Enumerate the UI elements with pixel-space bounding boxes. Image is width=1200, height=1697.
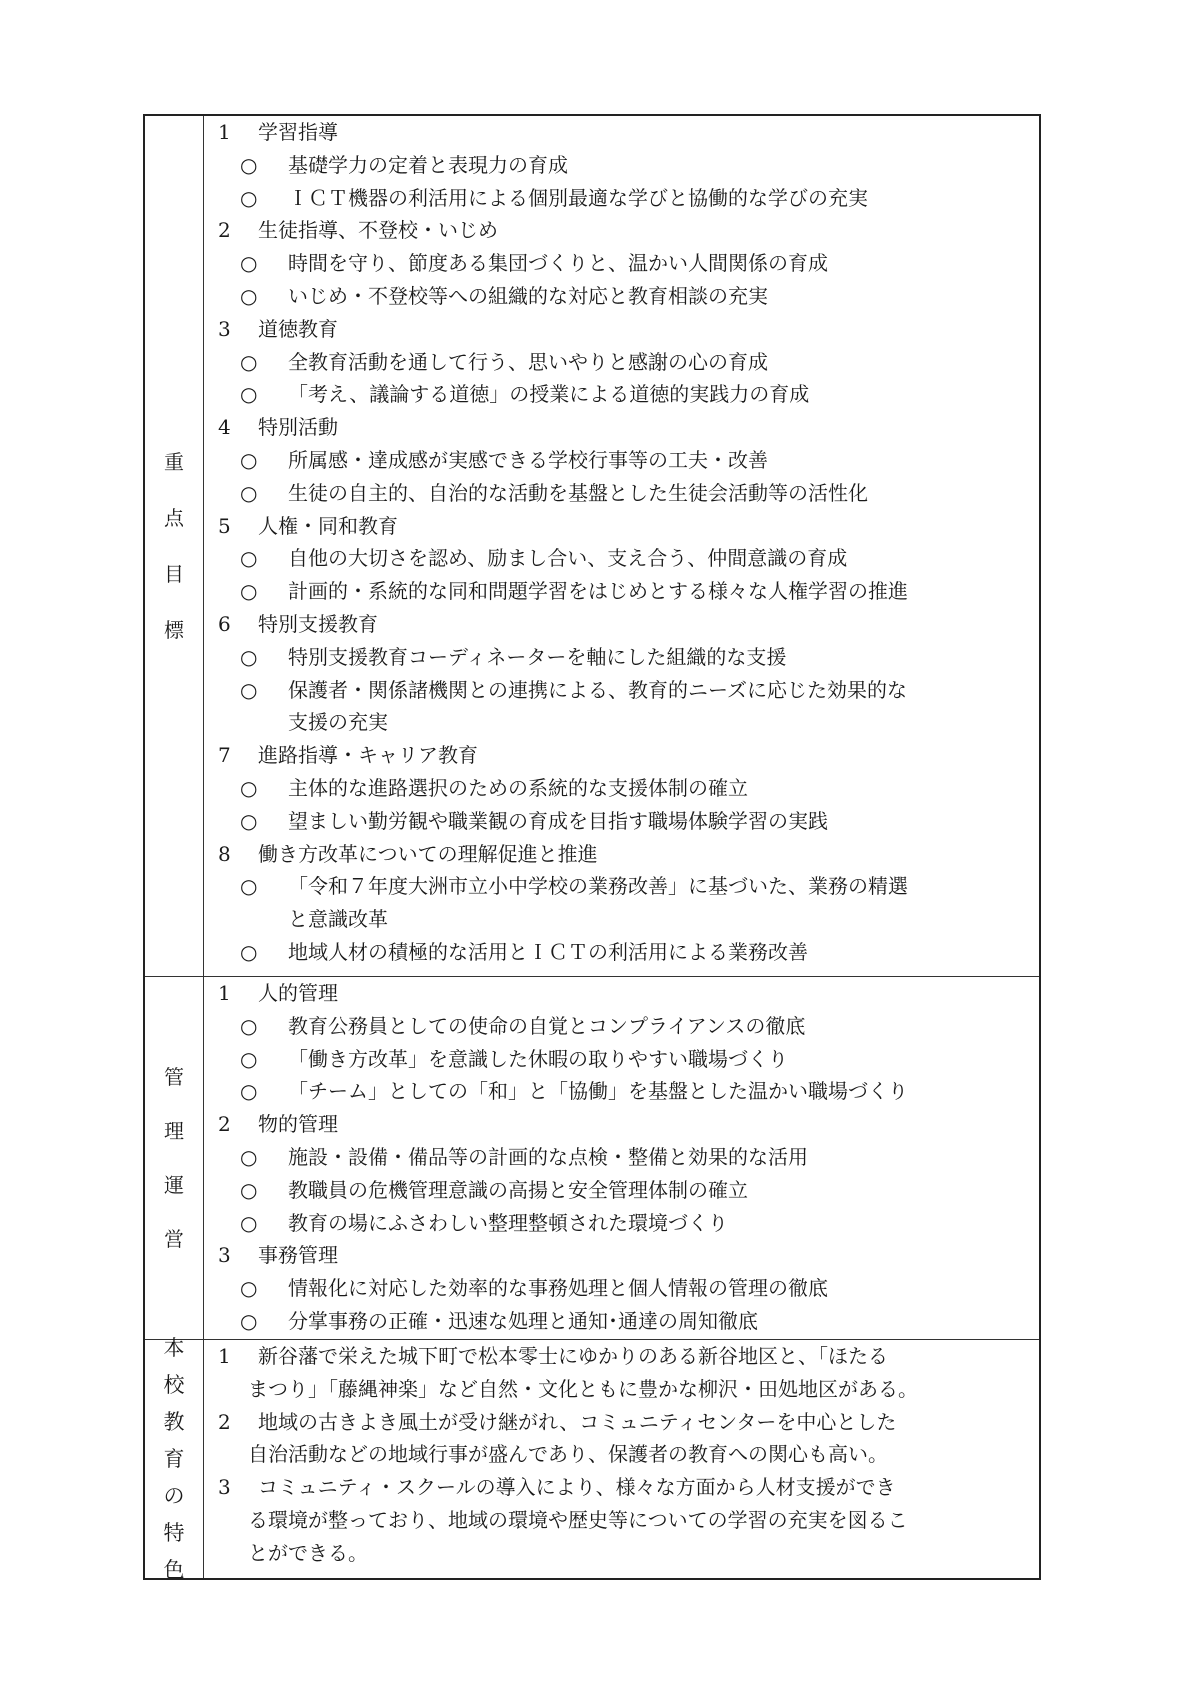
section-management: [145, 976, 1039, 1339]
circle-bullet-icon: ○: [240, 480, 258, 505]
circle-bullet-icon: ○: [240, 579, 258, 604]
item-text: 時間を守り、節度ある集団づくりと、温かい人間関係の育成: [288, 251, 828, 276]
circle-bullet-icon: ○: [240, 152, 258, 177]
group-number: 5: [218, 513, 231, 538]
school-plan-table: [143, 114, 1041, 1580]
feature-text: 地域の古きよき風土が受け継がれ、コミュニティセンターを中心とした: [258, 1409, 897, 1434]
section-label-management: [145, 977, 204, 1339]
feature-text: る環境が整っており、地域の環境や歴史等についての学習の充実を図るこ: [248, 1507, 908, 1532]
feature-number: 1: [218, 1344, 231, 1368]
group-number: 3: [218, 1243, 231, 1268]
label-char: 特: [163, 1520, 185, 1545]
item-text: 全教育活動を通して行う、思いやりと感謝の心の育成: [288, 349, 768, 374]
circle-bullet-icon: ○: [240, 1210, 258, 1235]
circle-bullet-icon: ○: [240, 349, 258, 374]
item-text: ＩＣＴ機器の利活用による個別最適な学びと協働的な学びの充実: [288, 185, 868, 210]
list-item: [218, 280, 1031, 313]
item-text: と意識改革: [288, 907, 388, 932]
label-char: 営: [164, 1227, 184, 1251]
circle-bullet-icon: ○: [240, 382, 258, 407]
item-text: 施設・設備・備品等の計画的な点検・整備と効果的な活用: [288, 1144, 808, 1169]
list-item: [218, 1141, 1031, 1174]
label-char: 管: [164, 1065, 184, 1089]
circle-bullet-icon: ○: [240, 185, 258, 210]
item-text: いじめ・不登校等への組織的な対応と教育相談の充実: [288, 283, 768, 308]
feature-item-continuation: [218, 1438, 1031, 1471]
item-text: 計画的・系統的な同和問題学習をはじめとする様々な人権学習の推進: [288, 579, 908, 604]
group-heading: [218, 1239, 1031, 1272]
group-heading: [218, 214, 1031, 247]
group-title: 人権・同和教育: [258, 513, 398, 538]
circle-bullet-icon: ○: [240, 808, 258, 833]
label-char: の: [163, 1483, 185, 1508]
item-text: 所属感・達成感が実感できる学校行事等の工夫・改善: [288, 447, 768, 472]
group-heading: [218, 838, 1031, 871]
list-item: [218, 1207, 1031, 1240]
item-text: 自他の大切さを認め、励まし合い、支え合う、仲間意識の育成: [288, 546, 848, 571]
circle-bullet-icon: ○: [240, 1013, 258, 1038]
feature-text: コミュニティ・スクールの導入により、様々な方面から人材支援ができ: [258, 1475, 896, 1500]
circle-bullet-icon: ○: [240, 1308, 258, 1333]
circle-bullet-icon: ○: [240, 677, 258, 702]
feature-item-continuation: [218, 1373, 1031, 1406]
group-number: 7: [218, 743, 231, 768]
circle-bullet-icon: ○: [240, 939, 258, 964]
group-title: 物的管理: [258, 1112, 338, 1137]
group-title: 特別支援教育: [258, 611, 378, 636]
list-item-continuation: [218, 706, 1031, 739]
group-heading: [218, 313, 1031, 346]
list-item: [218, 149, 1031, 182]
group-heading: [218, 608, 1031, 641]
item-text: 「チーム」としての「和」と「協働」を基盤とした温かい職場づくり: [288, 1079, 908, 1104]
group-number: 1: [218, 981, 231, 1005]
group-title: 学習指導: [258, 120, 338, 144]
circle-bullet-icon: ○: [240, 644, 258, 669]
group-title: 人的管理: [258, 981, 338, 1005]
feature-text: とができる。: [248, 1540, 368, 1565]
item-text: 教育公務員としての使命の自覚とコンプライアンスの徹底: [288, 1013, 806, 1038]
group-title: 働き方改革についての理解促進と推進: [258, 841, 598, 866]
item-text: 教育の場にふさわしい整理整頓された環境づくり: [288, 1210, 728, 1235]
item-text: 基礎学力の定着と表現力の育成: [288, 152, 568, 177]
item-text: 地域人材の積極的な活用とＩＣＴの利活用による業務改善: [288, 939, 808, 964]
group-heading: [218, 116, 1031, 149]
list-item: [218, 1075, 1031, 1108]
feature-text: 自治活動などの地域行事が盛んであり、保護者の教育への関心も高い。: [248, 1442, 888, 1467]
circle-bullet-icon: ○: [240, 251, 258, 276]
list-item: [218, 575, 1031, 608]
circle-bullet-icon: ○: [240, 1046, 258, 1071]
section-body-school-features: [204, 1340, 1039, 1578]
list-item: [218, 444, 1031, 477]
label-char: 目: [164, 562, 184, 586]
label-char: 標: [164, 618, 184, 642]
item-text: 特別支援教育コーディネーターを軸にした組織的な支援: [288, 644, 787, 669]
group-heading: [218, 411, 1031, 444]
feature-item-continuation: [218, 1504, 1031, 1537]
group-number: 1: [218, 120, 231, 144]
feature-text: まつり」「藤縄神楽」など自然・文化ともに豊かな柳沢・田処地区がある。: [248, 1376, 918, 1401]
item-text: 支援の充実: [288, 710, 388, 735]
section-body-priority-goals: [204, 116, 1039, 976]
list-item: [218, 674, 1031, 707]
item-text: 保護者・関係諸機関との連携による、教育的ニーズに応じた効果的な: [288, 677, 907, 702]
list-item: [218, 247, 1031, 280]
item-text: 情報化に対応した効率的な事務処理と個人情報の管理の徹底: [288, 1276, 828, 1301]
group-title: 事務管理: [258, 1243, 338, 1268]
group-title: 道徳教育: [258, 316, 338, 341]
label-char: 重: [164, 450, 184, 474]
feature-item: [218, 1340, 1031, 1373]
list-item: [218, 870, 1031, 903]
label-char: 理: [164, 1119, 184, 1143]
group-heading: [218, 510, 1031, 543]
circle-bullet-icon: ○: [240, 283, 258, 308]
label-char: 運: [164, 1173, 184, 1197]
feature-number: 3: [218, 1475, 231, 1500]
label-char: 校: [163, 1372, 185, 1397]
list-item: [218, 182, 1031, 215]
circle-bullet-icon: ○: [240, 1177, 258, 1202]
label-char: 教: [163, 1409, 185, 1434]
list-item: [218, 1010, 1031, 1043]
circle-bullet-icon: ○: [240, 775, 258, 800]
feature-item: [218, 1406, 1031, 1439]
label-char: 点: [164, 506, 184, 530]
group-heading: [218, 739, 1031, 772]
group-title: 進路指導・キャリア教育: [258, 743, 478, 768]
feature-number: 2: [218, 1409, 231, 1434]
circle-bullet-icon: ○: [240, 1144, 258, 1169]
label-char: 色: [163, 1557, 185, 1582]
circle-bullet-icon: ○: [240, 1079, 258, 1104]
list-item: [218, 805, 1031, 838]
section-label-priority-goals: [145, 116, 204, 976]
list-item: [218, 477, 1031, 510]
section-label-school-features: [145, 1335, 204, 1582]
item-text: 分掌事務の正確・迅速な処理と通知･通達の周知徹底: [288, 1308, 758, 1333]
list-item: [218, 346, 1031, 379]
list-item: [218, 772, 1031, 805]
group-number: 8: [218, 841, 231, 866]
item-text: 教職員の危機管理意識の高揚と安全管理体制の確立: [288, 1177, 748, 1202]
item-text: 「考え、議論する道徳」の授業による道徳的実践力の育成: [288, 382, 810, 407]
circle-bullet-icon: ○: [240, 874, 258, 899]
list-item: [218, 936, 1031, 969]
group-number: 2: [218, 218, 231, 243]
group-title: 特別活動: [258, 415, 338, 440]
feature-item-continuation: [218, 1537, 1031, 1570]
group-heading: [218, 1108, 1031, 1141]
section-school-features: [145, 1335, 1039, 1582]
group-number: 6: [218, 611, 231, 636]
group-number: 3: [218, 316, 231, 341]
circle-bullet-icon: ○: [240, 447, 258, 472]
list-item-continuation: [218, 903, 1031, 936]
list-item: [218, 542, 1031, 575]
list-item: [218, 1043, 1031, 1076]
circle-bullet-icon: ○: [240, 546, 258, 571]
section-priority-goals: [145, 116, 1039, 976]
item-text: 望ましい勤労観や職業観の育成を目指す職場体験学習の実践: [288, 808, 828, 833]
item-text: 主体的な進路選択のための系統的な支援体制の確立: [288, 775, 748, 800]
group-title: 生徒指導、不登校・いじめ: [258, 218, 498, 243]
group-number: 2: [218, 1112, 231, 1137]
item-text: 生徒の自主的、自治的な活動を基盤とした生徒会活動等の活性化: [288, 480, 868, 505]
label-char: 育: [163, 1446, 185, 1471]
item-text: 「働き方改革」を意識した休暇の取りやすい職場づくり: [288, 1046, 788, 1071]
list-item: [218, 378, 1031, 411]
section-body-management: [204, 977, 1039, 1339]
feature-item: [218, 1471, 1031, 1504]
list-item: [218, 641, 1031, 674]
group-heading: [218, 977, 1031, 1010]
list-item: [218, 1272, 1031, 1305]
list-item: [218, 1305, 1031, 1338]
circle-bullet-icon: ○: [240, 1276, 258, 1301]
label-char: 本: [163, 1335, 185, 1360]
item-text: 「令和７年度大洲市立小中学校の業務改善」に基づいた、業務の精選: [288, 874, 908, 899]
feature-text: 新谷藩で栄えた城下町で松本零士にゆかりのある新谷地区と、「ほたる: [258, 1344, 888, 1368]
group-number: 4: [218, 415, 231, 440]
list-item: [218, 1174, 1031, 1207]
